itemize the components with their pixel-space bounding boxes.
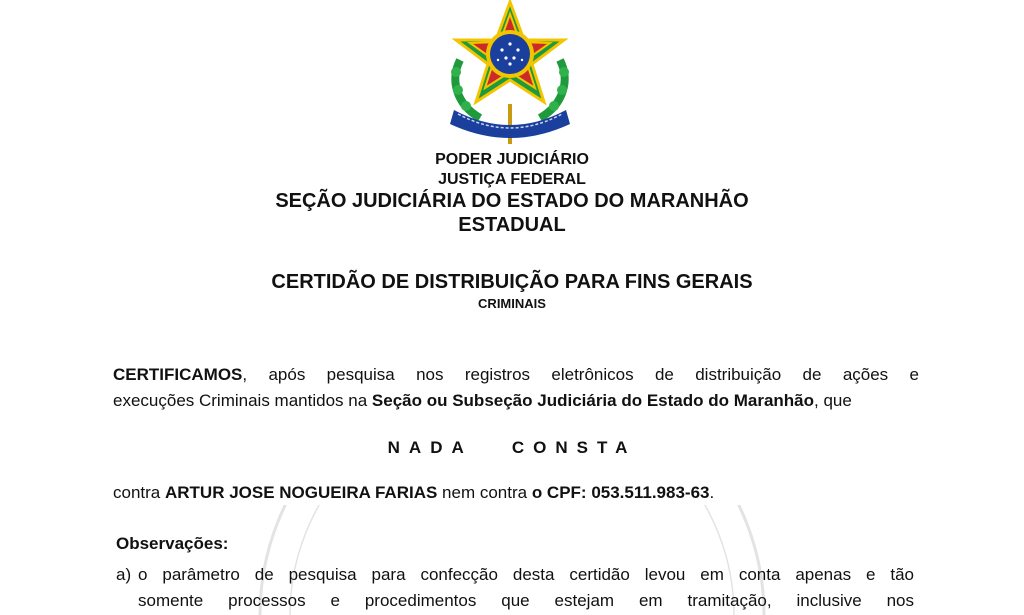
certification-paragraph-line2 <box>113 388 919 414</box>
document-subtitle: CRIMINAIS <box>478 296 546 311</box>
observation-item-a-text-1: o parâmetro de pesquisa para confecção desta certidão levou em conta apenas e tão <box>138 565 914 584</box>
observation-item-a <box>116 562 914 614</box>
subject-middle: nem contra <box>437 483 532 502</box>
observation-item-a-line1 <box>116 562 914 588</box>
header-line-federal-justice: JUSTIÇA FEDERAL <box>438 171 586 188</box>
certify-place: Seção ou Subseção Judiciária do Estado do Maranhão <box>371 391 815 410</box>
subject-suffix: . <box>709 483 715 502</box>
result-nada-consta: NADA CONSTA <box>387 438 637 457</box>
subject-cpf: o CPF: 053.511.983-63 <box>531 483 710 502</box>
document-title: CERTIDÃO DE DISTRIBUIÇÃO PARA FINS GERAIS <box>271 271 753 293</box>
header-line-state: ESTADUAL <box>458 214 566 236</box>
certify-text-1: , após pesquisa nos registros eletrônicos de distribuição de ações e <box>242 365 919 384</box>
certify-text-3: , que <box>814 391 852 410</box>
subject-prefix: contra <box>113 483 165 502</box>
observations-title: Observações: <box>116 534 229 553</box>
header-line-judiciary: PODER JUDICIÁRIO <box>435 151 589 168</box>
certify-text-2: execuções Criminais mantidos na <box>113 391 372 410</box>
certification-paragraph <box>113 362 919 388</box>
observation-item-a-line2: somente processos e procedimentos que estejam em tramitação, inclusive nos <box>138 591 914 610</box>
observation-item-a-label: a) <box>116 565 132 584</box>
coat-of-arms-emblem <box>436 0 584 146</box>
header-line-section: SEÇÃO JUDICIÁRIA DO ESTADO DO MARANHÃO <box>275 190 749 212</box>
subject-line <box>113 481 714 505</box>
certify-lead: CERTIFICAMOS <box>113 365 243 384</box>
subject-name: ARTUR JOSE NOGUEIRA FARIAS <box>164 483 438 502</box>
